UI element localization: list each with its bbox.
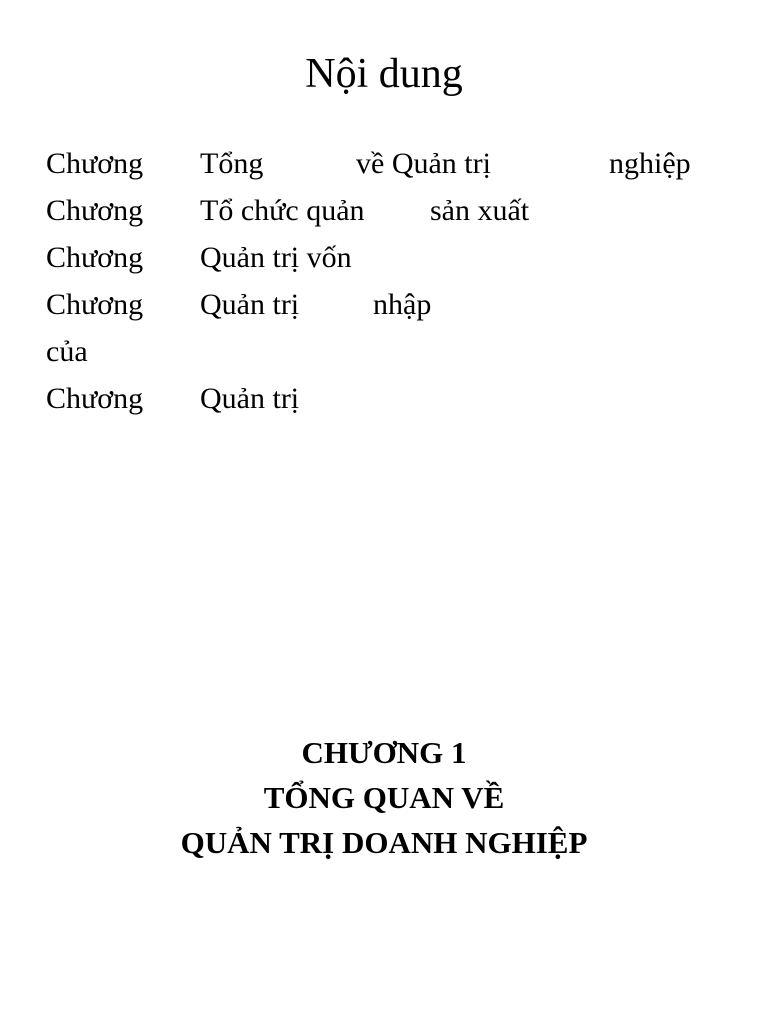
table-of-contents — [46, 140, 726, 422]
toc-entry-2 — [46, 187, 726, 234]
toc-entry-5-text: Quản trị — [200, 382, 300, 415]
toc-entry-4-text-part2: nhập — [373, 288, 432, 321]
toc-entry-3 — [46, 234, 726, 281]
toc-entry-2-text-part1: Tổ chức quản — [200, 194, 365, 227]
page-title: Nội dung — [305, 51, 463, 97]
toc-entry-1 — [46, 140, 726, 187]
chapter-heading — [0, 730, 768, 865]
toc-entry-2-label: Chương — [46, 194, 144, 227]
toc-entry-4 — [46, 281, 726, 328]
toc-entry-4-label: Chương — [46, 288, 144, 321]
toc-entry-4-continuation — [46, 328, 726, 375]
toc-entry-1-text-part2: về Quản trị — [356, 147, 491, 180]
toc-entry-1-text-part3: nghiệp — [609, 147, 691, 180]
toc-entry-1-label: Chương — [46, 147, 144, 180]
toc-entry-5-label: Chương — [46, 382, 144, 415]
chapter-title-line-1: TỔNG QUAN VỀ — [263, 780, 505, 815]
chapter-number: CHƯƠNG 1 — [301, 735, 467, 770]
toc-entry-1-text-part1: Tổng — [200, 147, 264, 180]
toc-entry-3-label: Chương — [46, 241, 144, 274]
toc-entry-5 — [46, 375, 726, 422]
toc-entry-3-text: Quản trị vốn — [200, 241, 352, 274]
toc-entry-4-text-part1: Quản trị — [200, 288, 300, 321]
toc-entry-4-continuation-text: của — [46, 335, 88, 368]
toc-entry-2-text-part2: sản xuất — [430, 194, 530, 227]
chapter-title-line-2: QUẢN TRỊ DOANH NGHIỆP — [180, 825, 588, 860]
